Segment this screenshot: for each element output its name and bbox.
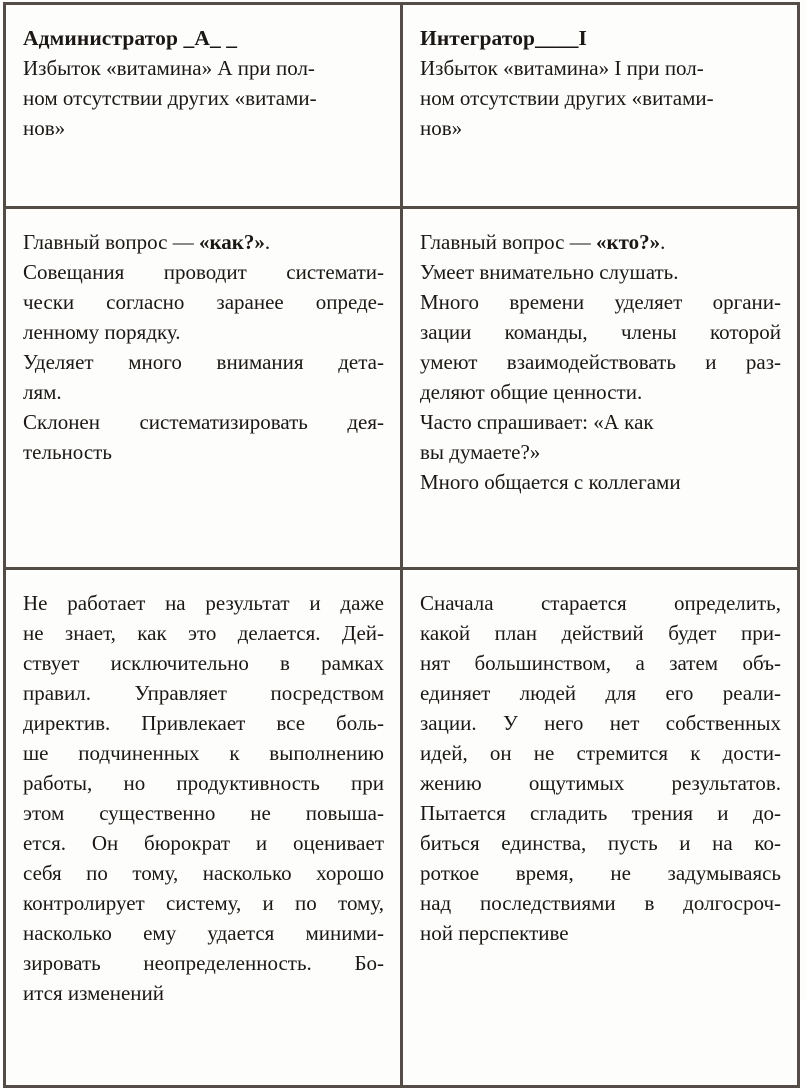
text-line: Избыток «витамина» А при пол- xyxy=(23,56,315,80)
table-cell-admin-behaviour xyxy=(5,208,402,569)
integrator-role-description xyxy=(420,53,781,143)
text-line: Пытается сгладить трения и до- xyxy=(420,801,781,825)
table-row-header xyxy=(5,4,799,208)
text-line: зации. У него нет собственных xyxy=(420,711,781,735)
admin-role-description xyxy=(23,53,384,143)
text-line: ной перспективе xyxy=(420,921,569,945)
text-line: нят большинством, а затем объ- xyxy=(420,651,781,675)
integrator-details-text xyxy=(420,588,781,948)
admin-details-text xyxy=(23,588,384,1008)
integrator-role-title: Интегратор____I xyxy=(420,26,587,50)
text-line: ше подчиненных к выполнению xyxy=(23,741,384,765)
text-line: ется. Он бюрократ и оценивает xyxy=(23,831,384,855)
text-line: Уделяет много внимания дета- xyxy=(23,350,384,374)
integrator-question-suffix: . xyxy=(660,230,666,254)
text-line: не знает, как это делается. Дей- xyxy=(23,621,384,645)
table-cell-admin-header xyxy=(5,4,402,208)
table-cell-integrator-header xyxy=(402,4,799,208)
text-line: роткое время, не задумываясь xyxy=(420,861,781,885)
text-line: чески согласно заранее опреде- xyxy=(23,290,384,314)
table-cell-admin-details xyxy=(5,569,402,1087)
text-line: нов» xyxy=(23,116,66,140)
text-line: ится изменений xyxy=(23,981,165,1005)
admin-question-prefix: Главный вопрос — xyxy=(23,230,199,254)
admin-behaviour-lines xyxy=(23,257,384,467)
text-line: работы, но продуктивность при xyxy=(23,771,384,795)
text-line: деляют общие ценности. xyxy=(420,380,643,404)
text-line: себя по тому, насколько хорошо xyxy=(23,861,384,885)
text-line: Сначала старается определить, xyxy=(420,591,781,615)
admin-behaviour-text xyxy=(23,227,384,467)
text-line: Умеет внимательно слушать. xyxy=(420,260,679,284)
text-line: Не работает на результат и даже xyxy=(23,591,384,615)
text-line: Много общается с коллегами xyxy=(420,470,681,494)
text-line: зации команды, члены которой xyxy=(420,320,781,344)
text-line: какой план действий будет при- xyxy=(420,621,781,645)
text-line: вы думаете?» xyxy=(420,440,541,464)
table-row-details xyxy=(5,569,799,1087)
text-line: Много времени уделяет органи- xyxy=(420,290,781,314)
admin-question-keyword: «как?» xyxy=(198,230,265,254)
text-line: жению ощутимых результатов. xyxy=(420,771,781,795)
text-line: насколько ему удается миними- xyxy=(23,921,384,945)
text-line: контролирует систему, и по тому, xyxy=(23,891,384,915)
admin-role-title: Администратор _А_ _ xyxy=(23,26,238,50)
text-line: директив. Привлекает все боль- xyxy=(23,711,384,735)
integrator-main-question xyxy=(420,227,781,257)
text-line: идей, он не стремится к дости- xyxy=(420,741,781,765)
text-line: Часто спрашивает: «А как xyxy=(420,410,654,434)
text-line: биться единства, пусть и на ко- xyxy=(420,831,781,855)
integrator-question-prefix: Главный вопрос — xyxy=(420,230,596,254)
table-cell-integrator-behaviour xyxy=(402,208,799,569)
text-line: Совещания проводит системати- xyxy=(23,260,384,284)
text-line: умеют взаимодействовать и раз- xyxy=(420,350,781,374)
text-line: нов» xyxy=(420,116,463,140)
text-line: Склонен систематизировать дея- xyxy=(23,410,384,434)
integrator-behaviour-text xyxy=(420,227,781,497)
text-line: правил. Управляет посредством xyxy=(23,681,384,705)
admin-question-suffix: . xyxy=(264,230,271,254)
text-line: этом существенно не повыша- xyxy=(23,801,384,825)
text-line: тельность xyxy=(23,440,112,464)
table-row-behaviour xyxy=(5,208,799,569)
text-line: над последствиями в долгосроч- xyxy=(420,891,781,915)
text-line: Избыток «витамина» I при пол- xyxy=(420,56,704,80)
text-line: ном отсутствии других «витами- xyxy=(420,86,714,110)
text-line: единяет людей для его реали- xyxy=(420,681,781,705)
integrator-question-keyword: «кто?» xyxy=(595,230,661,254)
integrator-behaviour-lines xyxy=(420,257,781,497)
text-line: ном отсутствии других «витами- xyxy=(23,86,317,110)
comparison-table xyxy=(3,2,800,1088)
text-line: ленному порядку. xyxy=(23,320,181,344)
text-line: ствует исключительно в рамках xyxy=(23,651,384,675)
text-line: лям. xyxy=(23,380,62,404)
admin-main-question xyxy=(23,227,384,257)
table-cell-integrator-details xyxy=(402,569,799,1087)
text-line: зировать неопределенность. Бо- xyxy=(23,951,384,975)
